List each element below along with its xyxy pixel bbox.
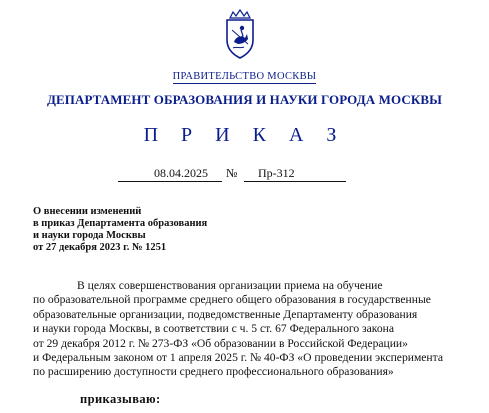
subject-block bbox=[33, 206, 207, 254]
body-line-text: и Федеральным законом от 1 апреля 2025 г. № 40-ФЗ «О проведении эксперимента bbox=[33, 351, 443, 365]
subject-line: и науки города Москвы bbox=[33, 230, 146, 241]
body-line-text: по расширению доступности среднего профессионального образования» bbox=[33, 365, 394, 379]
body-line-text: образовательные организации, подведомственные Департаменту образования bbox=[33, 307, 418, 321]
body-text bbox=[33, 279, 473, 380]
order-number: Пр-312 bbox=[244, 166, 346, 182]
subject-line: О внесении изменений bbox=[33, 206, 142, 217]
subject-line: от 27 декабря 2023 г. № 1251 bbox=[33, 242, 167, 253]
body-line bbox=[33, 279, 473, 293]
moscow-coat-of-arms-icon bbox=[222, 8, 258, 60]
body-line bbox=[33, 293, 473, 307]
body-line bbox=[33, 308, 473, 322]
body-line-text: по образовательной программе среднего общего образования в государственные bbox=[33, 293, 431, 307]
government-label: ПРАВИТЕЛЬСТВО МОСКВЫ bbox=[172, 71, 317, 82]
department-heading: ДЕПАРТАМЕНТ ОБРАЗОВАНИЯ И НАУКИ ГОРОДА МОСКВЫ bbox=[46, 92, 443, 107]
body-line bbox=[33, 351, 473, 365]
order-date: 08.04.2025 bbox=[118, 166, 222, 182]
body-line bbox=[33, 322, 473, 336]
subject-line: в приказ Департамента образования bbox=[33, 218, 208, 229]
body-line-text: В целях совершенствования организации приема на обучение bbox=[77, 279, 383, 292]
body-line bbox=[33, 365, 473, 379]
body-line-text: и науки города Москвы, в соответствии с ч. 5 ст. 67 Федерального закона bbox=[33, 322, 394, 336]
order-word: приказываю: bbox=[80, 392, 161, 406]
body-line-text: от 29 декабря 2012 г. № 273-ФЗ «Об образовании в Российской Федерации» bbox=[33, 336, 408, 350]
document-type-title: П Р И К А З bbox=[143, 124, 346, 146]
government-heading bbox=[0, 71, 489, 82]
number-sign: № bbox=[226, 166, 238, 180]
body-line bbox=[33, 337, 473, 351]
